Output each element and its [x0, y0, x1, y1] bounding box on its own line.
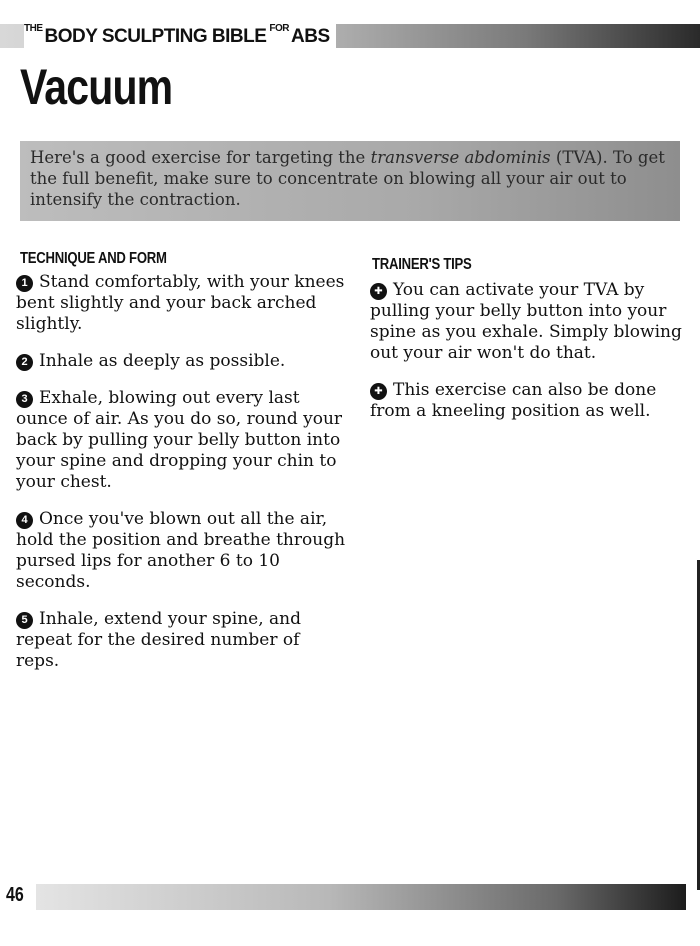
tip-text: This exercise can also be done from a kneeling position as well. — [370, 380, 657, 421]
step-number-badge: 5 — [16, 612, 33, 629]
step-number-badge: 4 — [16, 512, 33, 529]
technique-step — [16, 351, 346, 372]
technique-step — [16, 509, 346, 593]
page-number: 46 — [6, 884, 24, 906]
book-title-the: THE — [24, 23, 43, 34]
tips-list — [370, 280, 692, 438]
step-number-badge: 2 — [16, 354, 33, 371]
book-title-for: FOR — [269, 23, 289, 34]
step-text: Once you've blown out all the air, hold the position and breathe through pursed lips for another 6 to 10 seconds. — [16, 509, 346, 592]
page-title: Vacuum — [20, 59, 173, 115]
book-title — [24, 18, 336, 48]
step-text: Inhale as deeply as possible. — [39, 351, 286, 371]
intro-box — [20, 141, 680, 221]
step-text: Stand comfortably, with your knees bent slightly and your back arched slightly. — [16, 272, 345, 334]
intro-text-start: Here's a good exercise for targeting the — [30, 148, 371, 167]
tip-text: You can activate your TVA by pulling your belly button into your spine as you exhale. Simply blowing out your air won't do that. — [370, 280, 682, 363]
step-number-badge: 3 — [16, 391, 33, 408]
technique-step — [16, 609, 346, 672]
intro-text-italic: transverse abdominis — [370, 148, 551, 167]
footer-bar — [36, 884, 686, 910]
book-title-abs: ABS — [291, 26, 330, 47]
technique-step — [16, 388, 346, 493]
tip-item — [370, 380, 692, 422]
tip-bullet-icon: ✚ — [370, 383, 387, 400]
technique-heading: TECHNIQUE AND FORM — [20, 250, 167, 267]
step-number-badge: 1 — [16, 275, 33, 292]
step-text: Inhale, extend your spine, and repeat for the desired number of reps. — [16, 609, 301, 671]
step-text: Exhale, blowing out every last ounce of air. As you do so, round your back by pulling your belly button into your spine and dropping your chin to your chest. — [16, 388, 343, 492]
tips-heading: TRAINER'S TIPS — [372, 256, 472, 273]
intro-text-end: (TVA). To get the full benefit, make sure to concentrate on blowing all your air out to intensify the contraction. — [30, 148, 665, 209]
technique-list — [16, 272, 346, 688]
tip-bullet-icon: ✚ — [370, 283, 387, 300]
tip-item — [370, 280, 692, 364]
book-title-main: BODY SCULPTING BIBLE — [44, 26, 267, 47]
technique-step — [16, 272, 346, 335]
